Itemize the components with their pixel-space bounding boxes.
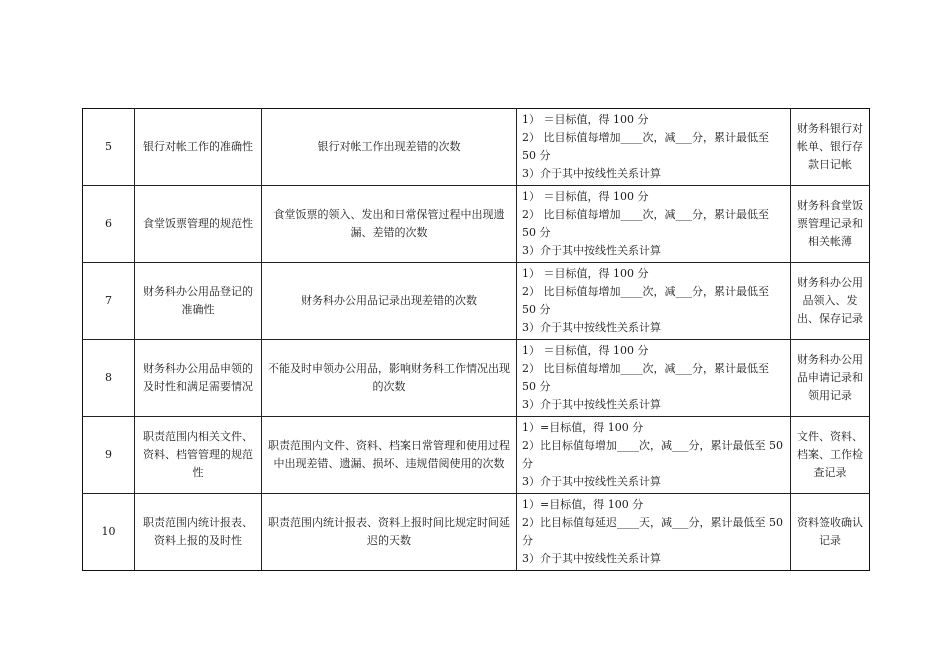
assessment-item: 职责范围内统计报表、资料上报的及时性 — [135, 494, 262, 571]
scoring-standard — [517, 263, 791, 340]
data-source: 资料签收确认记录 — [791, 494, 870, 571]
score-rule-1: 1）=目标值，得 100 分 — [522, 498, 644, 511]
scoring-standard — [517, 340, 791, 417]
assessment-item: 职责范围内相关文件、资料、档管管理的规范性 — [135, 417, 262, 494]
table-row — [83, 109, 870, 186]
score-rule-1: 1）=目标值，得 100 分 — [522, 421, 644, 434]
kpi-table — [82, 108, 870, 571]
assessment-item: 食堂饭票管理的规范性 — [135, 186, 262, 263]
data-source: 财务科食堂饭票管理记录和相关帐薄 — [791, 186, 870, 263]
indicator-definition: 职责范围内文件、资料、档案日常管理和使用过程中出现差错、遗漏、损坏、违规借阅使用的次数 — [262, 417, 517, 494]
score-rule-3: 3）介于其中按线性关系计算 — [522, 167, 661, 180]
score-rule-2: 2）比目标值每增加____次，减___分，累计最低至 50 分 — [522, 439, 783, 470]
assessment-item: 银行对帐工作的准确性 — [135, 109, 262, 186]
table-row — [83, 340, 870, 417]
score-rule-1: 1） ＝目标值，得 100 分 — [522, 190, 649, 203]
indicator-definition: 财务科办公用品记录出现差错的次数 — [262, 263, 517, 340]
data-source: 财务科办公用品申请记录和领用记录 — [791, 340, 870, 417]
assessment-item: 财务科办公用品申领的及时性和满足需要情况 — [135, 340, 262, 417]
score-rule-2: 2） 比目标值每增加____次，减___分，累计最低至 50 分 — [522, 362, 769, 393]
score-rule-3: 3）介于其中按线性关系计算 — [522, 244, 661, 257]
scoring-standard — [517, 494, 791, 571]
table-row — [83, 263, 870, 340]
table-row — [83, 494, 870, 571]
indicator-definition: 银行对帐工作出现差错的次数 — [262, 109, 517, 186]
data-source: 财务科银行对帐单、银行存款日记帐 — [791, 109, 870, 186]
row-number: 10 — [83, 494, 135, 571]
score-rule-3: 3）介于其中按线性关系计算 — [522, 475, 661, 488]
score-rule-1: 1） ＝目标值，得 100 分 — [522, 267, 649, 280]
row-number: 9 — [83, 417, 135, 494]
score-rule-1: 1） ＝目标值，得 100 分 — [522, 113, 649, 126]
assessment-item: 财务科办公用品登记的准确性 — [135, 263, 262, 340]
score-rule-2: 2）比目标值每延迟____天，减___分，累计最低至 50 分 — [522, 516, 783, 547]
scoring-standard — [517, 417, 791, 494]
row-number: 8 — [83, 340, 135, 417]
score-rule-3: 3）介于其中按线性关系计算 — [522, 552, 661, 565]
scoring-standard — [517, 109, 791, 186]
score-rule-3: 3）介于其中按线性关系计算 — [522, 321, 661, 334]
data-source: 文件、资料、档案、工作检查记录 — [791, 417, 870, 494]
scoring-standard — [517, 186, 791, 263]
data-source: 财务科办公用品领入、发出、保存记录 — [791, 263, 870, 340]
score-rule-2: 2） 比目标值每增加____次，减___分，累计最低至 50 分 — [522, 285, 769, 316]
score-rule-2: 2） 比目标值每增加____次，减___分，累计最低至 50 分 — [522, 208, 769, 239]
table-row — [83, 186, 870, 263]
score-rule-2: 2） 比目标值每增加____次，减___分，累计最低至 50 分 — [522, 131, 769, 162]
score-rule-3: 3）介于其中按线性关系计算 — [522, 398, 661, 411]
row-number: 5 — [83, 109, 135, 186]
score-rule-1: 1） ＝目标值，得 100 分 — [522, 344, 649, 357]
row-number: 6 — [83, 186, 135, 263]
table-row — [83, 417, 870, 494]
indicator-definition: 职责范围内统计报表、资料上报时间比规定时间延迟的天数 — [262, 494, 517, 571]
indicator-definition: 不能及时申领办公用品，影响财务科工作情况出现的次数 — [262, 340, 517, 417]
row-number: 7 — [83, 263, 135, 340]
indicator-definition: 食堂饭票的领入、发出和日常保管过程中出现遗漏、差错的次数 — [262, 186, 517, 263]
kpi-table-body — [83, 109, 870, 571]
